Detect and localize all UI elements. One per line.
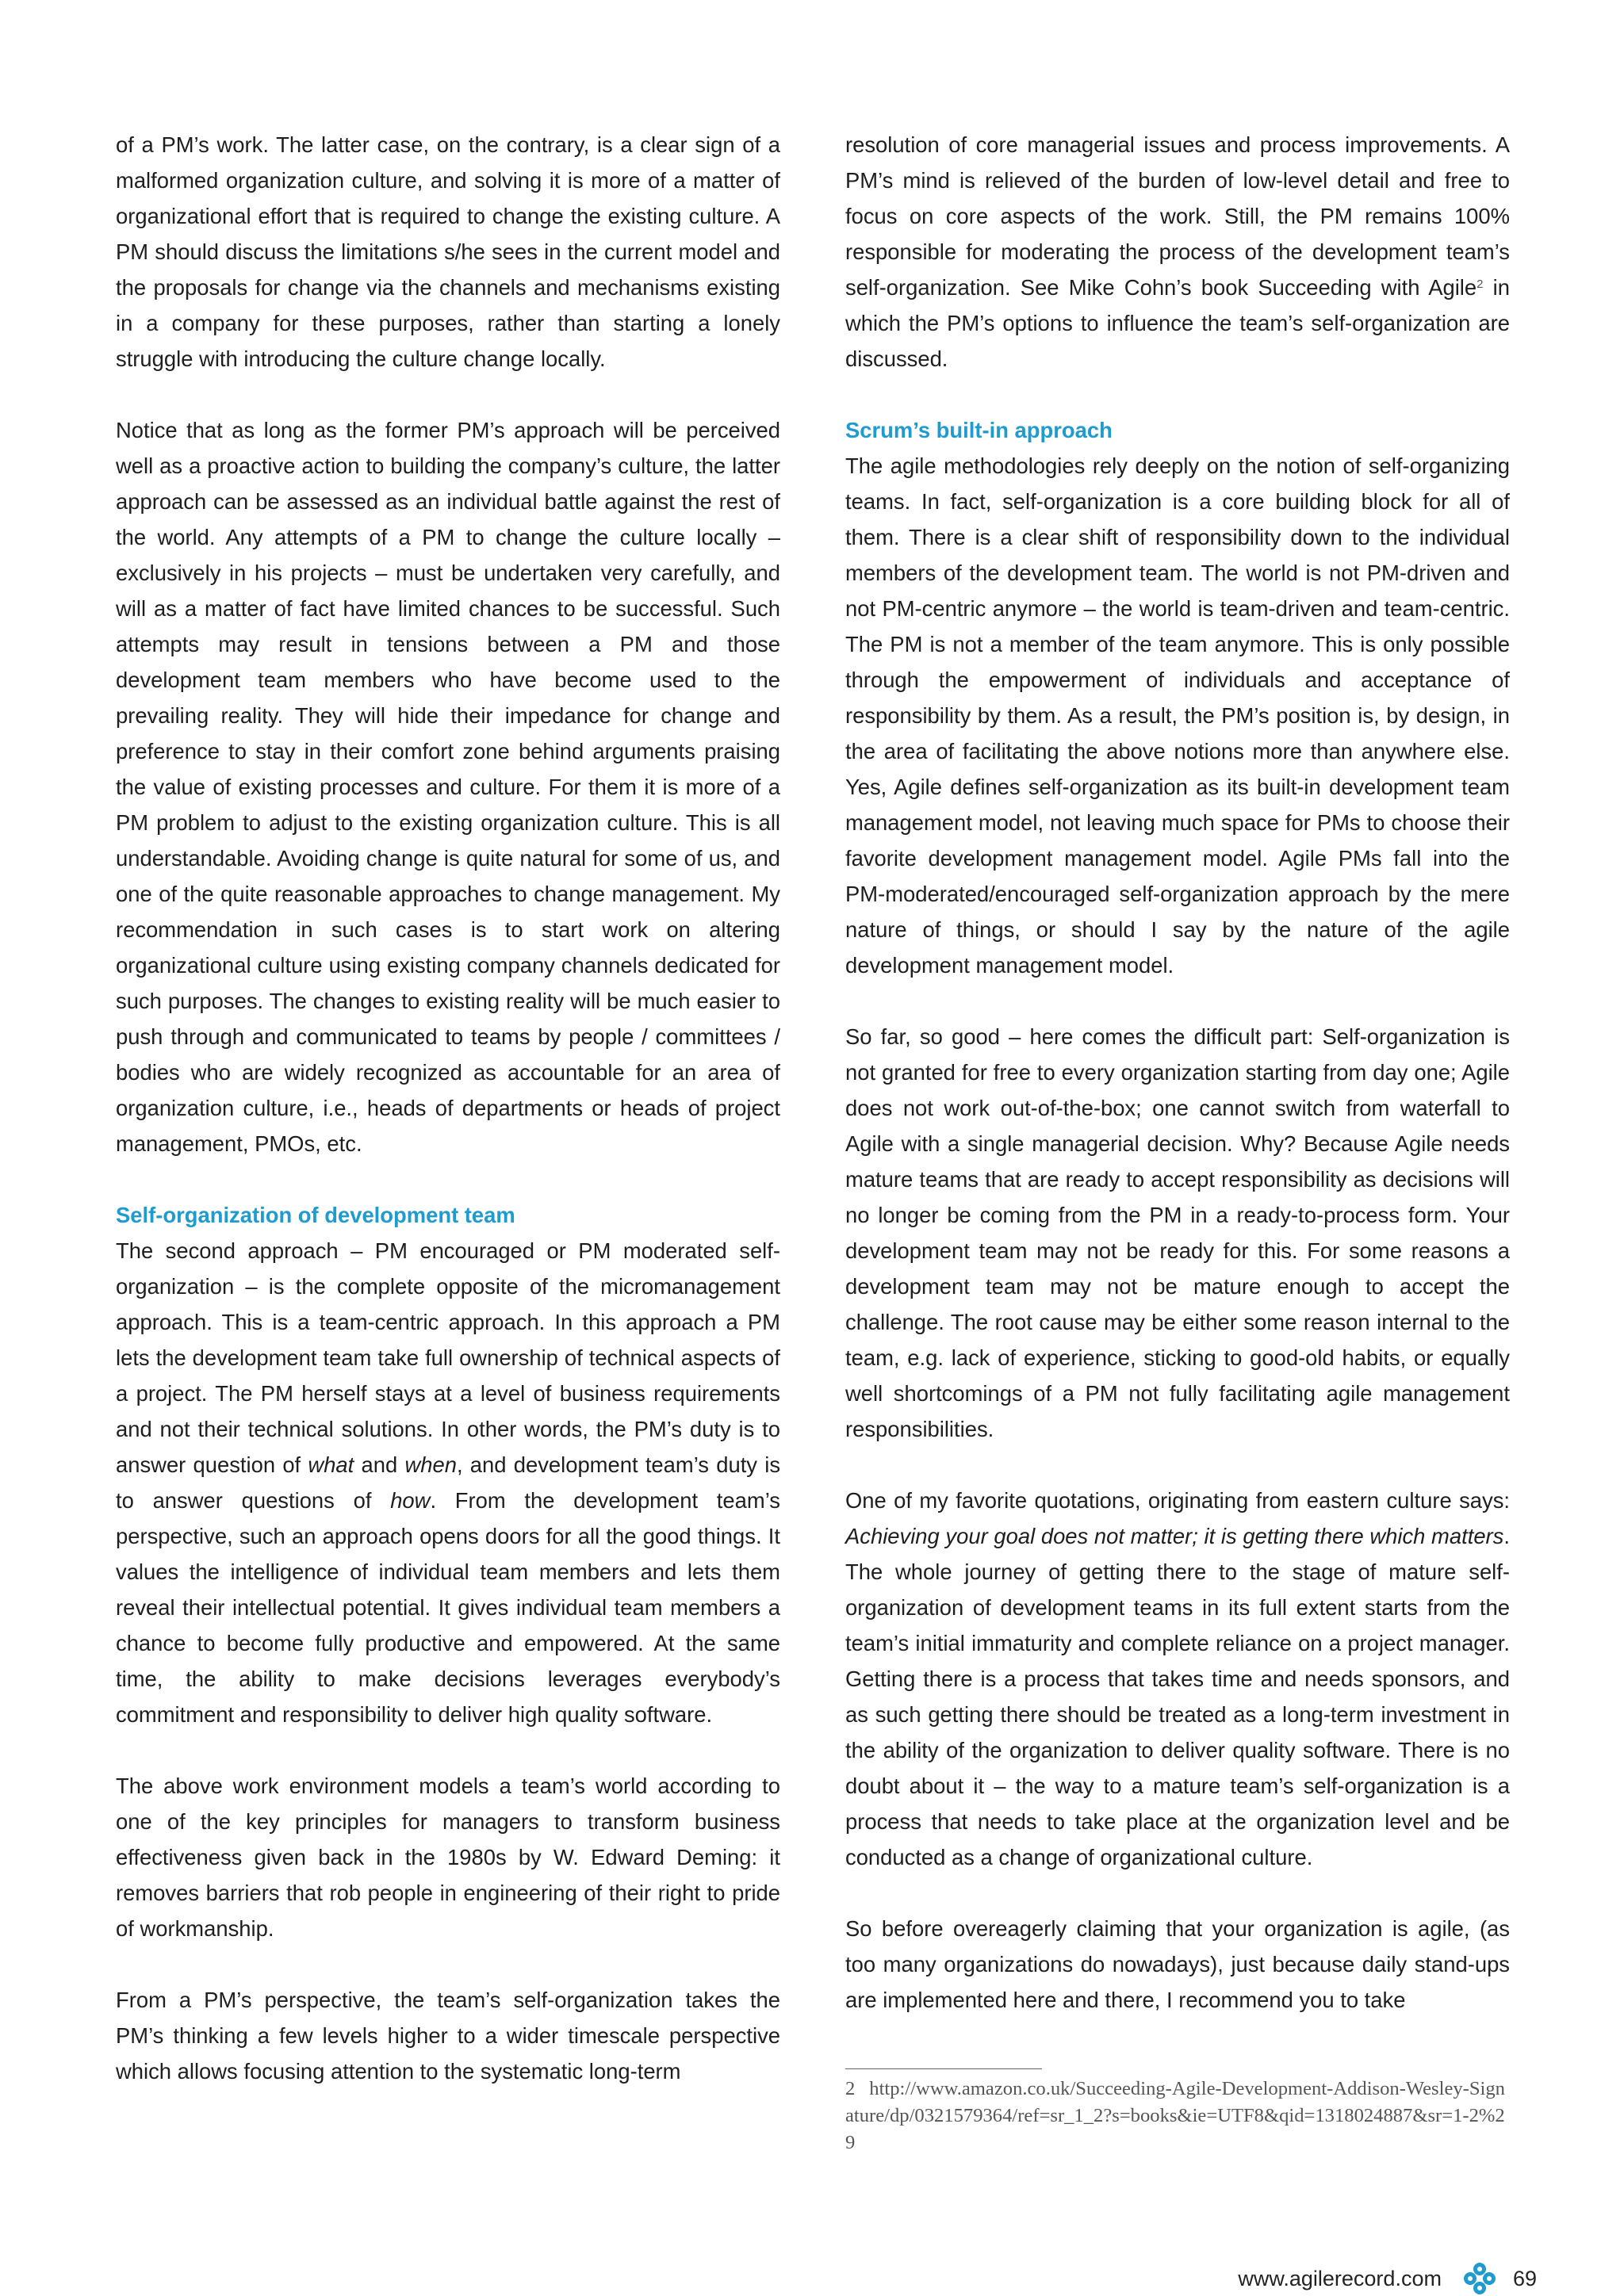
left-paragraph-1: of a PM’s work. The latter case, on the contrary, is a clear sign of a malformed organization culture, and solving it is more of a matter of organizational effort that is required to change the existing culture. A PM should discuss the limitations s/he sees in the current model and the proposals for change via the channels and mechanisms existing in a company for these purposes, rather than starting a lonely struggle with introducing the culture change locally. [116,132,780,371]
footnote-link[interactable]: http://www.amazon.co.uk/Succeeding-Agile-Development-Addison-Wesley-Signature/dp/0321579364/ref=sr_1_2?s=books&ie=UTF8&qid=1318024887&sr=1-2%29 [845,2078,1505,2153]
page-number: 69 [1512,2266,1537,2290]
right-column [845,127,1510,2018]
left-paragraph-3: The second approach – PM encouraged or PM moderated self-organization – is the complete opposite of the micromanagement approach. This is a team-centric approach. In this approach a PM lets the development team take full ownership of technical aspects of a project. The PM herself stays at a level of business requirements and not their technical solutions. In other words, the PM’s duty is to answer question of what and when, and development team’s duty is to answer questions of how. From the development team’s perspective, such an approach opens doors for all the good things. It values the intelligence of individual team members and lets them reveal their intellectual potential. It gives individual team members a chance to become fully productive and empowered. At the same time, the ability to make decisions leverages everybody’s commitment and responsibility to deliver high quality software. [116,1238,781,1727]
right-paragraph-3: So far, so good – here comes the difficult part: Self-organization is not granted for free to every organization starting from day one; Agile does not work out-of-the-box; one cannot switch from waterfall to Agile with a single managerial decision. Why? Because Agile needs mature teams that are ready to accept responsibility as decisions will no longer be coming from the PM in a ready-to-process form. Your development team may not be ready for this. For some reasons a development team may not be mature enough to accept the challenge. The root cause may be either some reason internal to the team, e.g. lack of experience, sticking to good-old habits, or equally well shortcomings of a PM not fully facilitating agile management responsibilities. [845,1024,1510,1441]
left-paragraph-5: From a PM’s perspective, the team’s self-organization takes the PM’s thinking a few levels higher to a wider timescale perspective which allows focusing attention to the systematic long-term [116,1988,780,2084]
right-paragraph-2: The agile methodologies rely deeply on the notion of self-organizing teams. In fact, self-organization is a core building block for all of them. There is a clear shift of responsibility down to the individual members of the development team. The world is not PM-driven and not PM-centric anymore – the world is team-driven and team-centric. The PM is not a member of the team anymore. This is only possible through the empowerment of individuals and acceptance of responsibility by them. As a result, the PM’s position is, by design, in the area of facilitating the above notions more than anywhere else. Yes, Agile defines self-organization as its built-in development team management model, not leaving much space for PMs to choose their favorite development management model. Agile PMs fall into the PM-moderated/encouraged self-organization approach by the mere nature of things, or should I say by the nature of the agile development management model. [845,453,1510,978]
right-paragraph-5: So before overeagerly claiming that your organization is agile, (as too many organizations do nowadays), just because daily stand-ups are implemented here and there, I recommend you to take [845,1916,1510,2012]
footnote-divider [845,2068,1042,2069]
footer-url[interactable]: www.agilerecord.com [1238,2266,1442,2290]
page-footer [1238,2261,1537,2296]
right-paragraph-1: resolution of core managerial issues and process improvements. A PM’s mind is relieved of the burden of low-level detail and free to focus on core aspects of the work. Still, the PM remains 100% responsible for moderating the process of the development team’s self-organization. See Mike Cohn’s book Succeeding with Agile$^2$ in which the PM’s options to influence the team’s self-organization are discussed. [845,132,1510,371]
footnote-reference: 2 [1477,277,1484,291]
section-heading-scrum: Scrum’s built-in approach [845,418,1113,442]
left-paragraph-2: Notice that as long as the former PM’s approach will be perceived well as a proactive action to building the company’s culture, the latter approach can be assessed as an individual battle against the rest of the world. Any attempts of a PM to change the culture locally – exclusively in his projects – must be undertaken very carefully, and will as a matter of fact have limited chances to be successful. Such attempts may result in tensions between a PM and those development team members who have become used to the prevailing reality. They will hide their impedance for change and preference to stay in their comfort zone behind arguments praising the value of existing processes and culture. For them it is more of a PM problem to adjust to the existing organization culture. This is all understandable. Avoiding change is quite natural for some of us, and one of the quite reasonable approaches to change management. My recommendation in such cases is to start work on altering organizational culture using existing company channels dedicated for such purposes. The changes to existing reality will be much easier to push through and communicated to teams by people / committees / bodies who are widely recognized as accountable for an area of organization culture, i.e., heads of departments or heads of project management, PMOs, etc. [116,418,780,1156]
footnote [845,2076,1511,2156]
section-heading-self-organization: Self-organization of development team [116,1203,515,1227]
right-paragraph-4: One of my favorite quotations, originating from eastern culture says: Achieving your goal does not matter; it is getting there which matters. The whole journey of getting there to the stage of mature self-organization of development teams in its full extent starts from the team’s initial immaturity and complete reliance on a project manager. Getting there is a process that takes time and needs sponsors, and as such getting there should be treated as a long-term investment in the ability of the organization to deliver quality software. There is no doubt about it – the way to a mature team’s self-organization is a process that needs to take place at the organization level and be conducted as a change of organizational culture. [845,1488,1510,1869]
left-paragraph-4: The above work environment models a team’s world according to one of the key principles for managers to transform business effectiveness given back in the 1980s by W. Edward Deming: it removes barriers that rob people in engineering of their right to pride of workmanship. [116,1774,780,1941]
agile-record-logo-icon [1462,2261,1497,2296]
footnote-number: 2 [845,2078,856,2099]
left-column [116,127,780,2089]
